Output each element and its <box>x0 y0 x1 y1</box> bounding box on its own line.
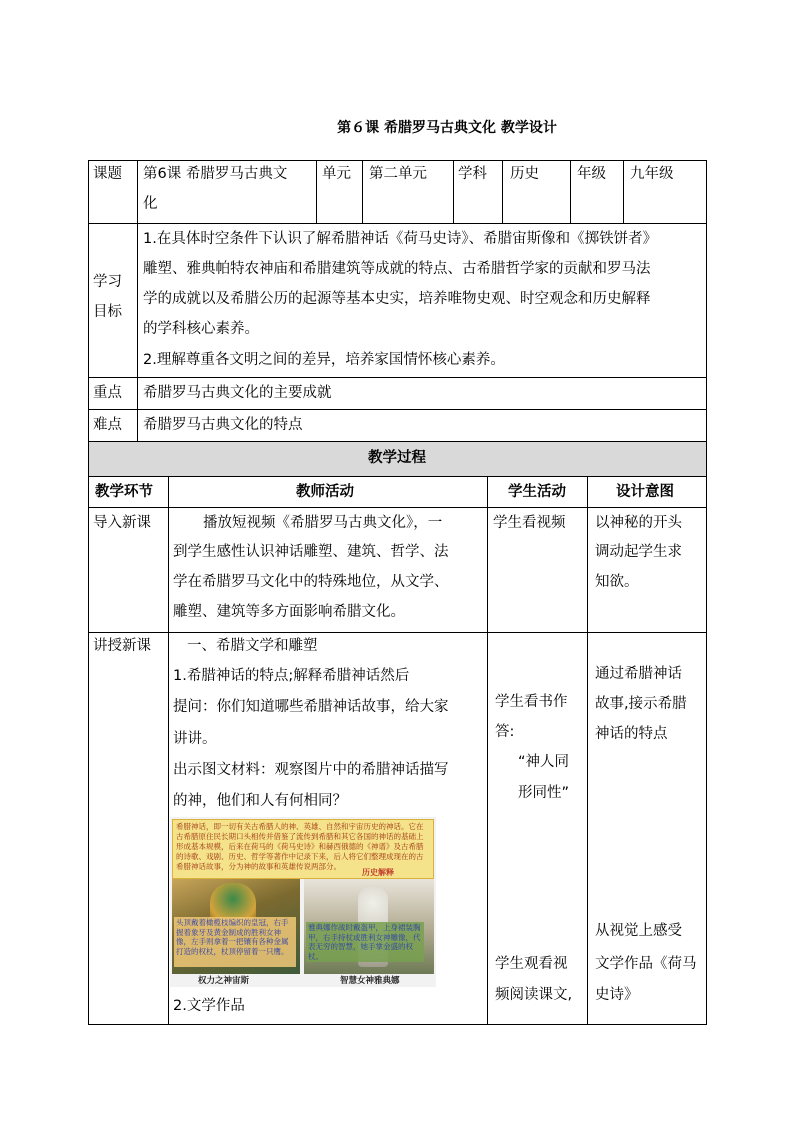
subject-value: 历史 <box>510 166 539 182</box>
intro-teacher-line-4: 雕塑、建筑等多方面影响希腊文化。 <box>173 604 405 620</box>
teach-student-c-2: 频阅读课文, <box>495 987 573 1003</box>
figure-tag: 历史解释 <box>362 868 394 877</box>
subject-label: 学科 <box>458 166 487 182</box>
intro-student: 学生看视频 <box>493 515 566 531</box>
intro-teacher-line-3: 学在希腊罗马文化中的特殊地位，从文学、 <box>173 574 449 590</box>
teach-teacher-line-3: 提问：你们知道哪些希腊神话故事，给大家 <box>173 699 449 715</box>
teach-student-b-1: “神人同 <box>518 754 570 770</box>
teach-teacher-line-2: 1.希腊神话的特点;解释希腊神话然后 <box>173 668 410 684</box>
figure-top-text: 希腊神话，即一切有关古希腊人的神、英雄、自然和宇宙历史的神话。它在古希腊原住民长期口头相传并借鉴了流传到希腊和其它各国的神话的基础上形成基本规模，后来在荷马的《荷马史诗》和赫西俄德的《神谱》及古希腊的诗歌、戏剧、历史、哲学等著作中记录下来，后人将它们整理成现在的古希腊神话故事，分为神的故事和英雄传说两部分。 <box>172 819 434 879</box>
intro-stage: 导入新课 <box>93 515 151 531</box>
goals-label-line2: 目标 <box>93 304 122 320</box>
process-header: 教学过程 <box>368 450 426 466</box>
figure-caption-left: 头顶戴着橄榄枝编织的皇冠，右手握着象牙及黄金制成的胜利女神像，左手则拿着一把镶有各种金属打造的权杖，杖顶停留着一只鹰。 <box>174 917 296 967</box>
intro-intent-line-2: 调动起学生求 <box>595 544 682 560</box>
teach-teacher-line-6: 的神，他们和人有何相同？ <box>173 793 347 809</box>
topic-value-line2: 化 <box>143 196 158 212</box>
unit-value: 第二单元 <box>369 166 427 182</box>
unit-label: 单元 <box>322 166 351 182</box>
figure-name-right: 智慧女神雅典娜 <box>340 976 400 986</box>
goals-line-5: 2.理解尊重各文明之间的差异，培养家国情怀核心素养。 <box>143 352 505 368</box>
goals-line-2: 雕塑、雅典帕特农神庙和希腊建筑等成就的特点、古希腊哲学家的贡献和罗马法 <box>143 261 651 277</box>
goals-label-line1: 学习 <box>93 274 122 290</box>
goals-line-4: 的学科核心素养。 <box>143 321 259 337</box>
col-intent: 设计意图 <box>616 484 674 500</box>
grade-value: 九年级 <box>630 166 674 182</box>
intro-intent-line-3: 知欲。 <box>595 574 639 590</box>
figure-name-left: 权力之神宙斯 <box>198 976 250 986</box>
teach-intent-b-3: 史诗》 <box>595 987 639 1003</box>
key-point-label: 重点 <box>93 385 122 401</box>
teach-student-a-1: 学生看书作 <box>495 694 568 710</box>
teach-intent-b-2: 文学作品《荷马 <box>595 956 697 972</box>
teach-student-a-2: 答: <box>495 724 515 740</box>
teach-intent-a-2: 故事,接示希腊 <box>595 696 687 712</box>
topic-label: 课题 <box>93 166 122 182</box>
difficulty-value: 希腊罗马古典文化的特点 <box>143 417 303 433</box>
key-point-value: 希腊罗马古典文化的主要成就 <box>143 385 332 401</box>
teach-student-b-2: 形同性” <box>518 785 570 801</box>
goals-line-3: 学的成就以及希腊公历的起源等基本史实，培养唯物史观、时空观念和历史解释 <box>143 291 651 307</box>
teach-stage: 讲授新课 <box>93 638 151 654</box>
intro-intent-line-1: 以神秘的开头 <box>595 515 682 531</box>
teach-teacher-line-1: 一、希腊文学和雕塑 <box>187 638 318 654</box>
teach-teacher-line-5: 出示图文材料：观察图片中的希腊神话描写 <box>173 762 449 778</box>
intro-teacher-line-1: 播放短视频《希腊罗马古典文化》，一 <box>203 515 443 531</box>
teach-intent-a-3: 神话的特点 <box>595 726 668 742</box>
goals-line-1: 1.在具体时空条件下认识了解希腊神话《荷马史诗》、希腊宙斯像和《掷铁饼者》 <box>143 231 658 247</box>
teach-intent-b-1: 从视觉上感受 <box>595 923 682 939</box>
teach-teacher-after-figure: 2.文学作品 <box>173 998 245 1014</box>
grade-label: 年级 <box>577 166 606 182</box>
col-student: 学生活动 <box>508 484 566 500</box>
difficulty-label: 难点 <box>93 417 122 433</box>
topic-value-line1: 第6课 希腊罗马古典文 <box>143 166 288 182</box>
intro-teacher-line-2: 到学生感性认识神话雕塑、建筑、哲学、法 <box>173 544 449 560</box>
figure-caption-right: 雅典娜作战时戴盔甲，上身裙装胸甲，右手持杖或胜利女神雕像，代表无穷的智慧，她手掌金盛的权杖。 <box>306 922 424 962</box>
teach-intent-a-1: 通过希腊神话 <box>595 666 682 682</box>
col-teacher: 教师活动 <box>296 484 354 500</box>
page-title: 第６课 希腊罗马古典文化 教学设计 <box>337 120 557 136</box>
greek-myth-figure <box>170 817 436 987</box>
teach-teacher-line-4: 讲讲。 <box>173 731 217 747</box>
col-stage: 教学环节 <box>95 484 153 500</box>
teach-student-c-1: 学生观看视 <box>495 956 568 972</box>
